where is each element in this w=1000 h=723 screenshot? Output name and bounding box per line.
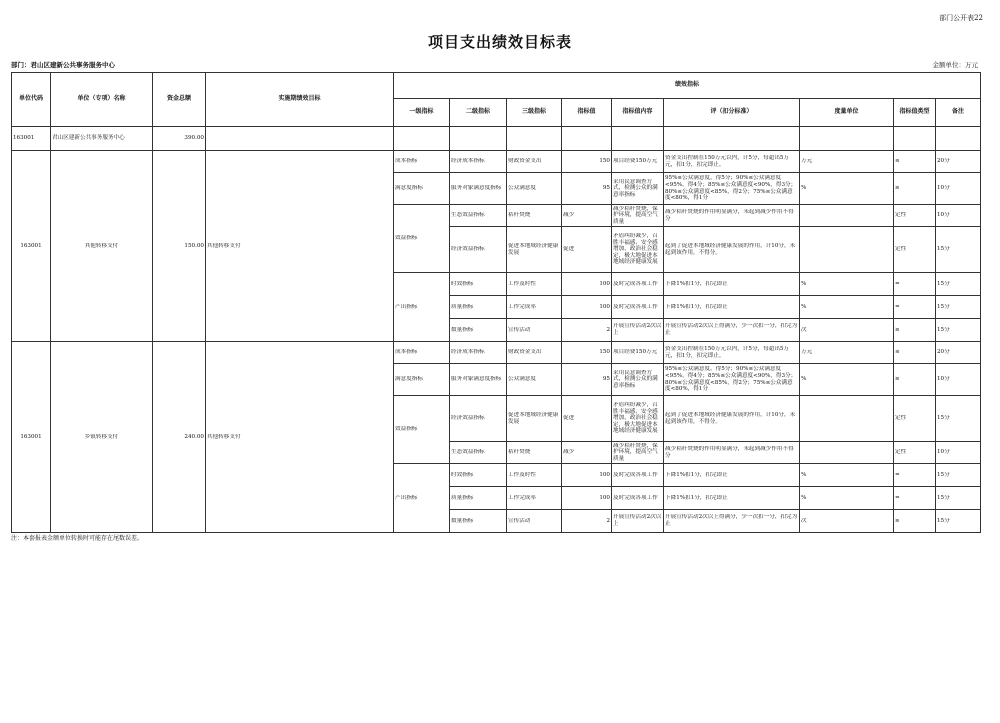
indicator-value [562, 296, 612, 319]
indicator-measure-unit [800, 151, 894, 173]
indicator-level3 [507, 464, 562, 487]
indicator-remark-text: 10分 [937, 449, 950, 456]
indicator-value [562, 487, 612, 510]
indicator-value-type-text: 定性 [895, 449, 907, 456]
indicator-level2-text: 数量指标 [451, 517, 474, 524]
indicator-value-type-text: 定性 [895, 415, 907, 422]
indicator-value [562, 442, 612, 464]
indicator-level1 [394, 364, 450, 396]
indicator-level3 [507, 273, 562, 296]
indicator-scoring [664, 364, 800, 396]
indicator-value-type-text: ≥ [895, 376, 900, 383]
indicator-content [612, 364, 664, 396]
indicator-remark-text: 15分 [937, 246, 950, 253]
indicator-value-type [894, 173, 936, 205]
indicator-content-text: 及时完成各项工作 [613, 303, 658, 310]
indicator-content [612, 205, 664, 227]
indicator-scoring-text: 减少秸秆焚烧的作用明显满分，未起到减少作用不得分 [665, 445, 794, 459]
indicator-level3-text: 财政资金支出 [508, 349, 542, 356]
indicator-measure-unit [800, 342, 894, 364]
indicator-scoring [664, 487, 800, 510]
indicator-remark [936, 296, 981, 319]
indicator-level2 [450, 151, 507, 173]
indicator-level2 [450, 273, 507, 296]
indicator-level3-text: 工作及时性 [508, 471, 536, 478]
project-goal [206, 342, 394, 533]
corner-label: 部门公开表22 [939, 14, 983, 22]
indicator-level1-text: 满意度指标 [395, 376, 423, 383]
indicator-value-type [894, 151, 936, 173]
header-level2: 二级指标 [450, 99, 507, 127]
indicator-remark [936, 173, 981, 205]
indicator-value-text: 150 [599, 349, 610, 356]
indicator-value-text: 100 [599, 303, 610, 310]
indicator-level2 [450, 319, 507, 342]
header-unit-code: 单位代码 [12, 73, 51, 127]
indicator-content [612, 487, 664, 510]
indicator-value-type-text: = [895, 471, 900, 478]
amount-unit-label: 金额单位：万元 [932, 61, 978, 69]
indicator-remark-text: 10分 [937, 376, 950, 383]
indicator-value-type [894, 487, 936, 510]
indicator-remark-text: 20分 [937, 158, 950, 165]
indicator-level2 [450, 205, 507, 227]
indicator-level1-text: 效益指标 [395, 426, 418, 433]
indicator-scoring [664, 227, 800, 273]
indicator-remark [936, 396, 981, 442]
indicator-remark [936, 205, 981, 227]
indicator-scoring [664, 273, 800, 296]
indicator-level2 [450, 364, 507, 396]
indicator-level3-text: 秸秆焚烧 [508, 212, 531, 219]
indicator-value-text: 促进 [563, 415, 575, 422]
indicator-value-type [894, 510, 936, 533]
summary-funds: 390.00 [153, 127, 206, 151]
indicator-remark-text: 20分 [937, 349, 950, 356]
indicator-remark [936, 442, 981, 464]
indicator-level2-text: 经济效益指标 [451, 415, 485, 422]
header-total-funds: 资金总额 [153, 73, 206, 127]
indicator-level3 [507, 510, 562, 533]
indicator-value [562, 319, 612, 342]
indicator-scoring-text: 资金支出控制在150万元以内，计5分，每超出5万元，扣1分，扣完即止。 [665, 345, 790, 359]
indicator-level1 [394, 173, 450, 205]
indicator-value [562, 364, 612, 396]
indicator-content-text: 减少秸秆焚烧，保护环境，提高空气质量 [613, 442, 658, 462]
indicator-value-type-text: ≥ [895, 517, 900, 524]
project-goal-text: 其他转移支付 [207, 242, 241, 249]
indicator-content-text: 开展宣传活动2次以上 [613, 514, 662, 527]
indicator-value-text: 减少 [563, 212, 575, 219]
page-title: 项目支出绩效目标表 [427, 33, 572, 51]
indicator-level3 [507, 364, 562, 396]
indicator-value-text: 100 [599, 471, 610, 478]
indicator-measure-unit [800, 364, 894, 396]
indicator-scoring [664, 296, 800, 319]
indicator-scoring [664, 510, 800, 533]
indicator-content-text: 开展宣传活动2次以上 [613, 323, 662, 336]
indicator-value-type-text: = [895, 494, 900, 501]
indicator-scoring-text: 起到了促进本地域经济健康发展的作用，计10分，未起到该作用，不得分。 [665, 411, 796, 425]
indicator-scoring [664, 442, 800, 464]
indicator-level3 [507, 487, 562, 510]
header-value: 指标值 [562, 99, 612, 127]
indicator-remark [936, 342, 981, 364]
indicator-content-text: 采用民意调查方式，检测公众的满意率指标 [613, 178, 658, 198]
indicator-value-type-text: 定性 [895, 246, 907, 253]
indicator-remark [936, 319, 981, 342]
header-level3: 三级指标 [507, 99, 562, 127]
indicator-content [612, 273, 664, 296]
indicator-measure-unit [800, 464, 894, 487]
indicator-level1 [394, 342, 450, 364]
project-funds-text: 240.00 [184, 433, 204, 440]
project-funds [153, 342, 206, 533]
indicator-remark [936, 510, 981, 533]
indicator-scoring [664, 319, 800, 342]
project-funds [153, 151, 206, 342]
indicator-measure-unit [800, 510, 894, 533]
indicator-content-text: 项目经费150万元 [613, 349, 658, 356]
indicator-remark-text: 15分 [937, 494, 950, 501]
indicator-remark-text: 10分 [937, 212, 950, 219]
indicator-scoring-text: 95%≤公众满意度，得5分；90%≤公众满意度<95%，得4分；85%≤公众满意度<90%，得3分；80%≤公众满意度<85%，得2分；75%≤公众满意度<80%，得1分 [665, 175, 797, 202]
indicator-level2-text: 时效指标 [451, 280, 474, 287]
indicator-content-text: 项目经费150万元 [613, 158, 658, 165]
header-unit-name: 单位（专项）名称 [51, 73, 153, 127]
indicator-value-text: 促进 [563, 246, 575, 253]
indicator-value-type [894, 364, 936, 396]
indicator-value-type-text: ≥ [895, 326, 900, 333]
indicator-measure-unit-text: % [801, 303, 807, 310]
indicator-measure-unit [800, 273, 894, 296]
indicator-level3-text: 促进本地域经济健康发展 [508, 411, 559, 425]
indicator-value [562, 396, 612, 442]
indicator-value-text: 95 [602, 185, 610, 192]
indicator-remark-text: 10分 [937, 185, 950, 192]
indicator-measure-unit [800, 173, 894, 205]
table-row [12, 342, 981, 364]
indicator-value-type [894, 342, 936, 364]
project-funds-text: 150.00 [184, 242, 204, 249]
indicator-remark-text: 15分 [937, 326, 950, 333]
indicator-value-type-text: ≤ [895, 158, 900, 165]
indicator-level3-text: 公众满意度 [508, 376, 536, 383]
indicator-remark-text: 15分 [937, 415, 950, 422]
indicator-remark [936, 464, 981, 487]
indicator-remark [936, 487, 981, 510]
indicator-content [612, 173, 664, 205]
header-measure-unit: 度量单位 [800, 99, 894, 127]
indicator-scoring-text: 下降1%扣1分，扣完即止 [665, 280, 728, 287]
indicator-content [612, 151, 664, 173]
indicator-value-type [894, 396, 936, 442]
indicator-content-text: 矛盾纠纷减少，召胜丰福感、安全感增加，政治社会稳定，极大地促进本地域经济健康发展 [613, 402, 658, 435]
indicator-level2 [450, 442, 507, 464]
indicator-value [562, 510, 612, 533]
indicator-measure-unit-text: % [801, 280, 807, 287]
indicator-level1-text: 效益指标 [395, 235, 418, 242]
indicator-level3 [507, 227, 562, 273]
indicator-level2 [450, 296, 507, 319]
indicator-scoring [664, 205, 800, 227]
summary-code: 163001 [12, 127, 51, 151]
indicator-value-text: 150 [599, 158, 610, 165]
indicator-content-text: 及时完成各项工作 [613, 494, 658, 501]
project-name-text: 其他转移支付 [84, 242, 119, 249]
indicator-remark [936, 227, 981, 273]
indicator-value-type-text: ≥ [895, 185, 900, 192]
indicator-measure-unit-text: % [801, 471, 807, 478]
indicator-content [612, 342, 664, 364]
indicator-level2 [450, 510, 507, 533]
indicator-value [562, 227, 612, 273]
indicator-scoring-text: 下降1%扣1分，扣完即止 [665, 471, 728, 478]
indicator-level2-text: 生态效益指标 [451, 212, 485, 219]
indicator-level2-text: 生态效益指标 [451, 449, 485, 456]
indicator-level3-text: 宣传活动 [508, 517, 531, 524]
indicator-level3 [507, 342, 562, 364]
indicator-value-type-text: = [895, 303, 900, 310]
indicator-measure-unit-text: % [801, 494, 807, 501]
indicator-value-text: 2 [606, 517, 610, 524]
indicator-level1 [394, 396, 450, 464]
indicator-content-text: 减少秸秆焚烧，保护环境，提高空气质量 [613, 205, 658, 225]
indicator-content [612, 227, 664, 273]
indicator-level3 [507, 173, 562, 205]
indicator-level3 [507, 396, 562, 442]
indicator-level3 [507, 296, 562, 319]
indicator-value-text: 95 [602, 376, 610, 383]
header-remark: 备注 [936, 99, 981, 127]
indicator-level2-text: 服务对象满意度指标 [451, 185, 502, 192]
indicator-scoring [664, 151, 800, 173]
indicator-measure-unit [800, 205, 894, 227]
indicator-value-text: 100 [599, 494, 610, 501]
project-name [51, 151, 153, 342]
indicator-measure-unit [800, 227, 894, 273]
project-code-text: 163001 [20, 433, 42, 440]
header-performance: 绩效指标 [394, 73, 981, 99]
indicator-level2-text: 数量指标 [451, 326, 474, 333]
indicator-level2-text: 经济效益指标 [451, 246, 485, 253]
header-level1: 一级指标 [394, 99, 450, 127]
header-value-type: 指标值类型 [894, 99, 936, 127]
indicator-scoring [664, 396, 800, 442]
indicator-remark-text: 15分 [937, 303, 950, 310]
indicator-level3-text: 工作完成率 [508, 303, 536, 310]
department-label: 部门：君山区建新公共事务服务中心 [11, 61, 115, 69]
indicator-content-text: 采用民意调查方式，检测公众的满意率指标 [613, 369, 658, 389]
indicator-value-type [894, 464, 936, 487]
indicator-measure-unit-text: % [801, 185, 807, 192]
indicator-level3 [507, 151, 562, 173]
indicator-content [612, 510, 664, 533]
indicator-level1-text: 产出指标 [395, 494, 418, 501]
indicator-level3 [507, 205, 562, 227]
indicator-value-type-text: = [895, 280, 900, 287]
indicator-content-text: 及时完成各项工作 [613, 471, 658, 478]
indicator-value-type [894, 205, 936, 227]
indicator-level1 [394, 273, 450, 342]
indicator-value-type [894, 296, 936, 319]
indicator-level2-text: 质量指标 [451, 494, 474, 501]
indicator-content [612, 464, 664, 487]
indicator-value [562, 273, 612, 296]
indicator-value-type [894, 227, 936, 273]
indicator-measure-unit-text: 万元 [801, 349, 813, 356]
indicator-value-text: 减少 [563, 449, 575, 456]
indicator-level1-text: 成本指标 [395, 349, 418, 356]
indicator-measure-unit [800, 442, 894, 464]
indicator-level3-text: 宣传活动 [508, 326, 531, 333]
indicator-scoring-text: 资金支出控制在150万元以内，计5分，每超出5万元，扣1分，扣完即止。 [665, 154, 790, 168]
project-code-text: 163001 [20, 242, 42, 249]
indicator-content-text: 及时完成各项工作 [613, 280, 658, 287]
indicator-value-type-text: ≤ [895, 349, 900, 356]
header-period-goal: 实施期绩效目标 [206, 73, 394, 127]
indicator-measure-unit-text: % [801, 376, 807, 383]
indicator-measure-unit-text: 次 [801, 517, 807, 524]
indicator-value [562, 464, 612, 487]
indicator-level2-text: 质量指标 [451, 303, 474, 310]
indicator-level1 [394, 464, 450, 533]
indicator-scoring-text: 下降1%扣1分，扣完即止 [665, 303, 728, 310]
indicator-remark-text: 15分 [937, 280, 950, 287]
indicator-measure-unit [800, 296, 894, 319]
indicator-level2 [450, 396, 507, 442]
indicator-level1-text: 满意度指标 [395, 185, 423, 192]
indicator-content [612, 396, 664, 442]
indicator-value-text: 100 [599, 280, 610, 287]
indicator-scoring [664, 464, 800, 487]
indicator-level3-text: 公众满意度 [508, 185, 536, 192]
header-value-content: 指标值内容 [612, 99, 664, 127]
indicator-level3-text: 工作及时性 [508, 280, 536, 287]
indicator-value-type [894, 273, 936, 296]
project-name [51, 342, 153, 533]
indicator-scoring-text: 减少秸秆焚烧的作用明显满分，未起到减少作用不得分 [665, 208, 794, 222]
table-row [12, 151, 981, 173]
indicator-value [562, 173, 612, 205]
indicator-level2-text: 服务对象满意度指标 [451, 376, 502, 383]
indicator-remark [936, 364, 981, 396]
indicator-scoring-text: 95%≤公众满意度，得5分；90%≤公众满意度<95%，得4分；85%≤公众满意度<90%，得3分；80%≤公众满意度<85%，得2分；75%≤公众满意度<80%，得1分 [665, 366, 797, 393]
indicator-measure-unit [800, 396, 894, 442]
indicator-level2-text: 时效指标 [451, 471, 474, 478]
indicator-value [562, 151, 612, 173]
indicator-scoring-text: 起到了促进本地域经济健康发展的作用，计10分，未起到该作用，不得分。 [665, 242, 796, 256]
indicator-remark-text: 15分 [937, 471, 950, 478]
indicator-value [562, 342, 612, 364]
header-scoring: 评（扣分标准） [664, 99, 800, 127]
indicator-value-type [894, 319, 936, 342]
indicator-content [612, 442, 664, 464]
indicator-content-text: 矛盾纠纷减少，召胜丰福感、安全感增加，政治社会稳定，极大地促进本地域经济健康发展 [613, 233, 658, 266]
project-code [12, 151, 51, 342]
indicator-scoring [664, 173, 800, 205]
indicator-level3 [507, 442, 562, 464]
indicator-level2 [450, 227, 507, 273]
indicator-measure-unit-text: 次 [801, 326, 807, 333]
indicator-level2 [450, 342, 507, 364]
indicator-level1 [394, 205, 450, 273]
indicator-level2-text: 经济成本指标 [451, 349, 485, 356]
indicator-level3-text: 工作完成率 [508, 494, 536, 501]
summary-row [12, 127, 981, 151]
performance-table [11, 72, 981, 533]
indicator-remark [936, 273, 981, 296]
indicator-scoring-text: 开展宣传活动2次以上得满分，少一次扣一分，扣完为止 [665, 323, 798, 336]
indicator-level3-text: 秸秆焚烧 [508, 449, 531, 456]
project-code [12, 342, 51, 533]
indicator-content [612, 319, 664, 342]
indicator-remark-text: 15分 [937, 517, 950, 524]
indicator-value-text: 2 [606, 326, 610, 333]
project-name-text: 乡镇转移支付 [84, 433, 119, 440]
indicator-level3-text: 财政资金支出 [508, 158, 542, 165]
indicator-value-type [894, 442, 936, 464]
indicator-level3 [507, 319, 562, 342]
indicator-measure-unit [800, 487, 894, 510]
indicator-measure-unit-text: 万元 [801, 158, 813, 165]
indicator-scoring [664, 342, 800, 364]
footnote: 注：本套报表金额单位转换时可能存在尾数误差。 [11, 535, 144, 542]
indicator-level2 [450, 464, 507, 487]
indicator-measure-unit [800, 319, 894, 342]
indicator-level2-text: 经济成本指标 [451, 158, 485, 165]
indicator-level1 [394, 151, 450, 173]
project-goal-text: 其他转移支付 [207, 433, 241, 440]
indicator-level3-text: 促进本地域经济健康发展 [508, 242, 559, 256]
indicator-level2 [450, 487, 507, 510]
indicator-level1-text: 产出指标 [395, 303, 418, 310]
indicator-level2 [450, 173, 507, 205]
indicator-content [612, 296, 664, 319]
indicator-value-type-text: 定性 [895, 212, 907, 219]
indicator-scoring-text: 开展宣传活动2次以上得满分，少一次扣一分，扣完为止 [665, 514, 798, 527]
summary-name: 君山区建新公共事务服务中心 [51, 127, 153, 151]
indicator-remark [936, 151, 981, 173]
project-goal [206, 151, 394, 342]
indicator-level1-text: 成本指标 [395, 158, 418, 165]
indicator-scoring-text: 下降1%扣1分，扣完即止 [665, 494, 728, 501]
indicator-value [562, 205, 612, 227]
